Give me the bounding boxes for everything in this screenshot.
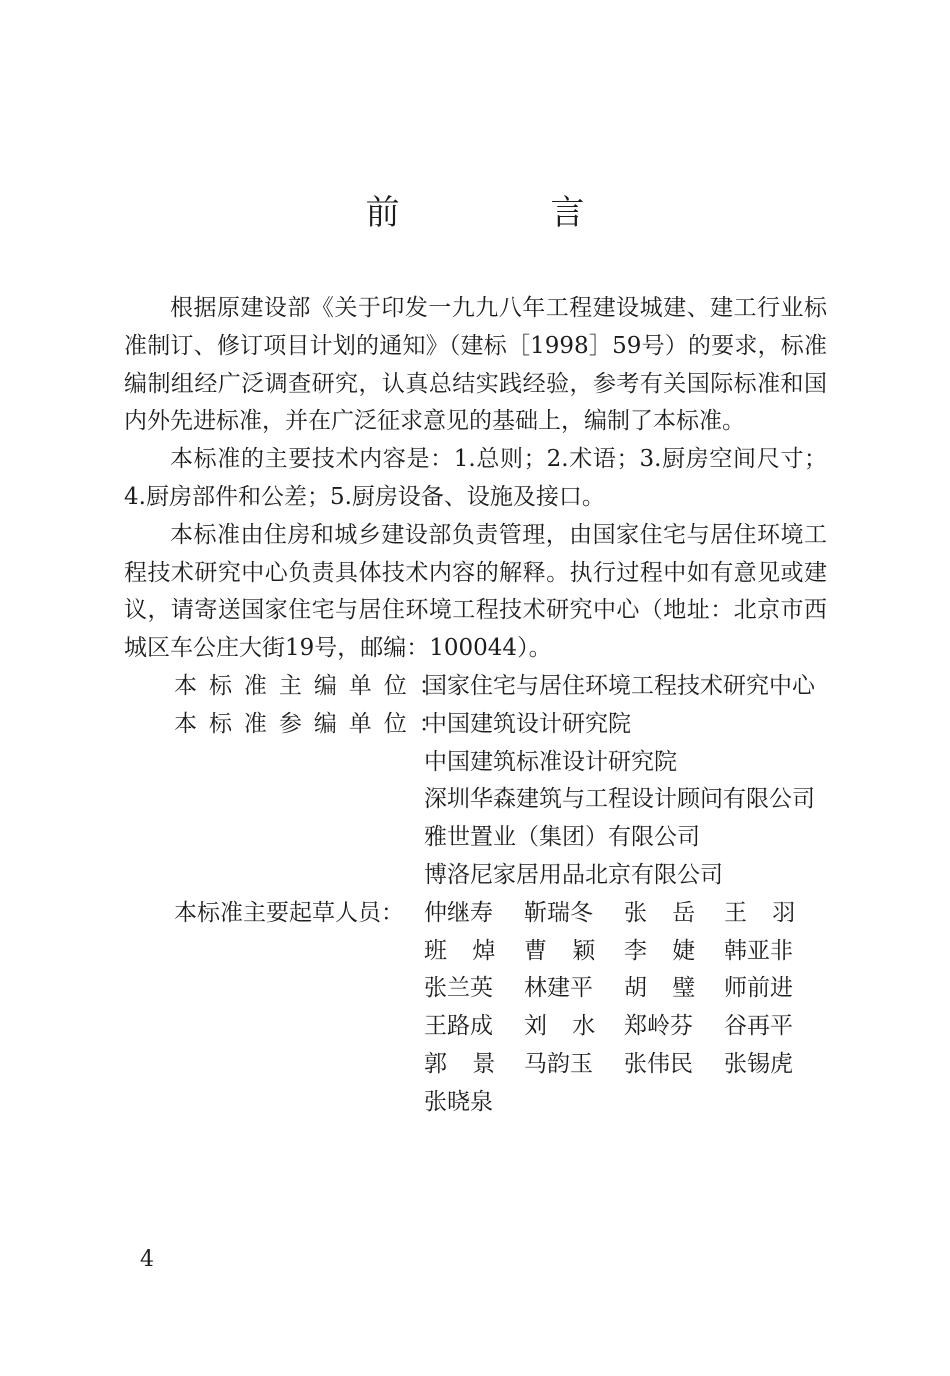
drafters-label: 本标准主要起草人员： (174, 899, 404, 926)
participating-units-list (424, 706, 827, 895)
drafter-name: 班焯 (424, 937, 521, 964)
participating-units-entry (174, 706, 827, 895)
participating-unit: 深圳华森建筑与工程设计顾问有限公司 (424, 786, 815, 813)
drafter-name: 胡璧 (624, 975, 721, 1002)
drafter-name: 郑岭芬 (624, 1013, 693, 1040)
participating-unit: 雅世置业（集团）有限公司 (424, 824, 700, 851)
drafter-name: 张晓泉 (424, 1088, 493, 1115)
drafters-list (424, 895, 827, 1122)
drafter-name: 张锡虎 (724, 1050, 793, 1077)
page-number: 4 (140, 1247, 154, 1272)
drafter-name: 马韵玉 (524, 1050, 593, 1077)
participating-unit: 博洛尼家居用品北京有限公司 (424, 861, 723, 888)
paragraph-management: 本标准由住房和城乡建设部负责管理，由国家住宅与居住环境工程技术研究中心负责具体技术内容的解释。执行过程中如有意见或建议，请寄送国家住宅与居住环境工程技术研究中心（地址：北京市西城区车公庄大街19号，邮编：100044）。 (124, 521, 827, 662)
drafter-name: 靳瑞冬 (524, 899, 593, 926)
page-title: 前 言 (365, 193, 655, 233)
drafter-name: 王路成 (424, 1013, 493, 1040)
drafter-name: 曹颖 (524, 937, 621, 964)
drafter-name: 李婕 (624, 937, 721, 964)
drafter-name: 韩亚非 (724, 937, 793, 964)
drafter-name: 林建平 (524, 975, 593, 1002)
participating-unit: 中国建筑设计研究院 (424, 710, 631, 737)
drafter-name: 王羽 (724, 899, 821, 926)
chief-unit-label: 本标准主编单位： (174, 672, 454, 699)
drafter-name: 师前进 (724, 975, 793, 1002)
participating-unit: 中国建筑标准设计研究院 (424, 748, 677, 775)
chief-unit-entry (174, 668, 827, 706)
chief-unit-value: 国家住宅与居住环境工程技术研究中心 (424, 672, 815, 699)
drafter-name: 张伟民 (624, 1050, 693, 1077)
drafters-entry (174, 895, 827, 1122)
paragraph-contents: 本标准的主要技术内容是：1.总则；2.术语；3.厨房空间尺寸；4.厨房部件和公差；5.厨房设备、设施及接口。 (124, 446, 827, 510)
drafter-name: 郭景 (424, 1050, 521, 1077)
drafter-name: 张兰英 (424, 975, 493, 1002)
drafter-name: 仲继寿 (424, 899, 493, 926)
preface-body (124, 290, 827, 1122)
drafter-name: 谷再平 (724, 1013, 793, 1040)
participating-units-label: 本标准参编单位： (174, 710, 454, 737)
drafter-name: 刘水 (524, 1013, 621, 1040)
paragraph-origin: 根据原建设部《关于印发一九九八年工程建设城建、建工行业标准制订、修订项目计划的通知》（建标［1998］59号）的要求，标准编制组经广泛调查研究，认真总结实践经验，参考有关国际标准和国内外先进标准，并在广泛征求意见的基础上，编制了本标准。 (124, 295, 827, 435)
drafter-name: 张岳 (624, 899, 721, 926)
